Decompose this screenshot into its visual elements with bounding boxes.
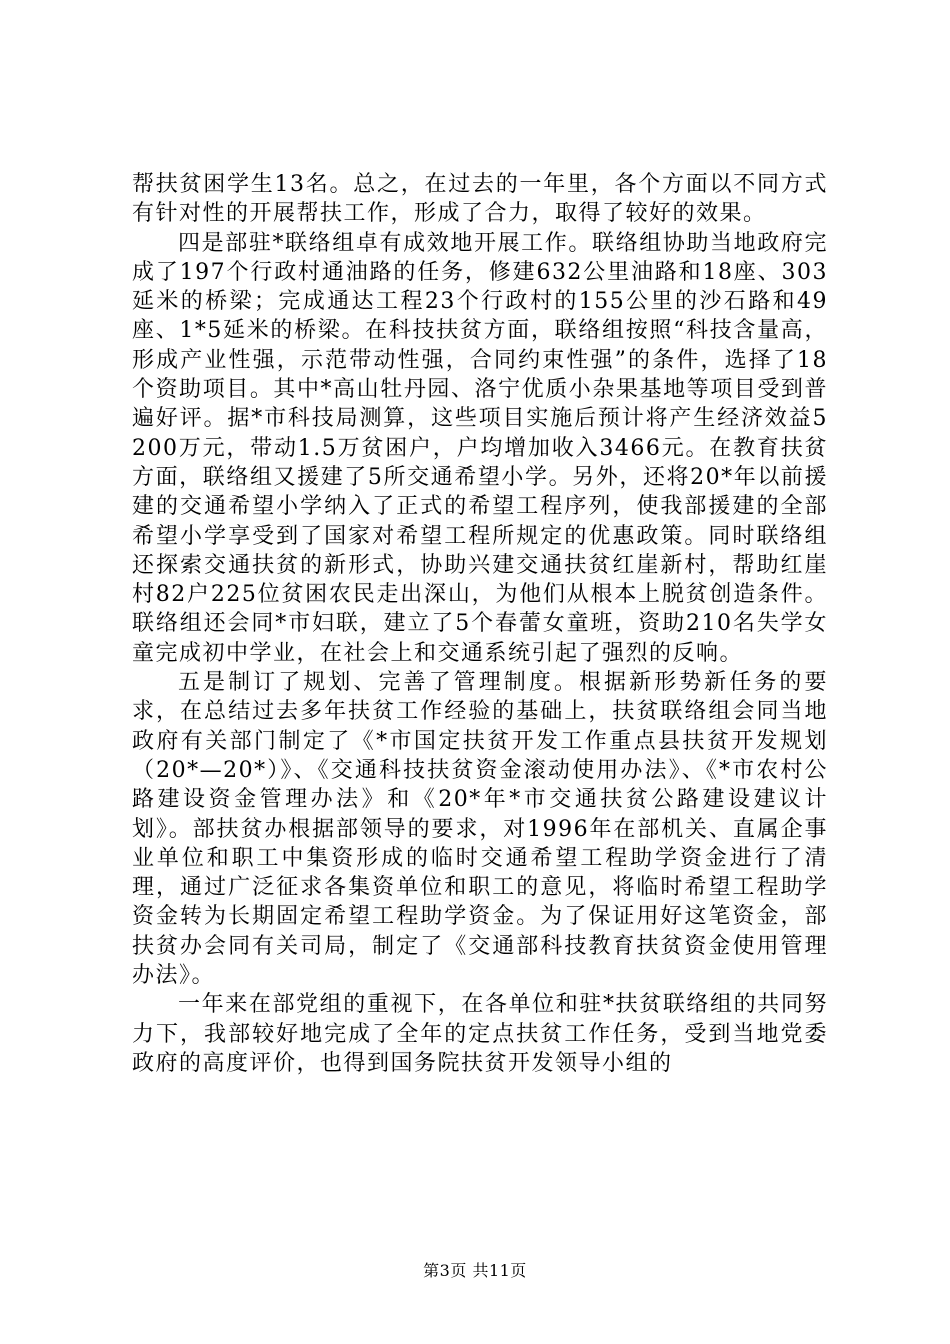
paragraph-2: 四是部驻*联络组卓有成效地开展工作。联络组协助当地政府完成了197个行政村通油路的任务，修建632公里油路和18座、303延米的桥梁；完成通达工程23个行政村的155公里的沙石路和49座、1*5延米的桥梁。在科技扶贫方面，联络组按照“科技含量高，形成产业性强，示范带动性强，合同约束性强”的条件，选择了18个资助项目。其中*高山牡丹园、洛宁优质小杂果基地等项目受到普遍好评。据*市科技局测算，这些项目实施后预计将产生经济效益5200万元，带动1.5万贫困户，户均增加收入3466元。在教育扶贫方面，联络组又援建了5所交通希望小学。另外，还将20*年以前援建的交通希望小学纳入了正式的希望工程序列，使我部援建的全部希望小学享受到了国家对希望工程所规定的优惠政策。同时联络组还探索交通扶贫的新形式，协助兴建交通扶贫红崖新村，帮助红崖村82户225位贫困农民走出深山，为他们从根本上脱贫创造条件。联络组还会同*市妇联，建立了5个春蕾女童班，资助210名失学女童完成初中学业，在社会上和交通系统引起了强烈的反响。 [132,230,828,666]
paragraph-1: 帮扶贫困学生13名。总之，在过去的一年里，各个方面以不同方式有针对性的开展帮扶工作，形成了合力，取得了较好的效果。 [132,172,828,227]
paragraph-4: 一年来在部党组的重视下，在各单位和驻*扶贫联络组的共同努力下，我部较好地完成了全年的定点扶贫工作任务，受到当地党委政府的高度评价，也得到国务院扶贫开发领导小组的 [132,992,828,1076]
document-body [132,170,828,1078]
paragraph-3: 五是制订了规划、完善了管理制度。根据新形势新任务的要求，在总结过去多年扶贫工作经验的基础上，扶贫联络组会同当地政府有关部门制定了《*市国定扶贫开发工作重点县扶贫开发规划（20*—20*）》、《交通科技扶贫资金滚动使用办法》、《*市农村公路建设资金管理办法》和《20*年*市交通扶贫公路建设建议计划》。部扶贫办根据部领导的要求，对1996年在部机关、直属企事业单位和职工中集资形成的临时交通希望工程助学资金进行了清理，通过广泛征求各集资单位和职工的意见，将临时希望工程助学资金转为长期固定希望工程助学资金。为了保证用好这笔资金，部扶贫办会同有关司局，制定了《交通部科技教育扶贫资金使用管理办法》。 [132,670,828,989]
page-number-footer: 第3页 共11页 [423,1261,527,1280]
